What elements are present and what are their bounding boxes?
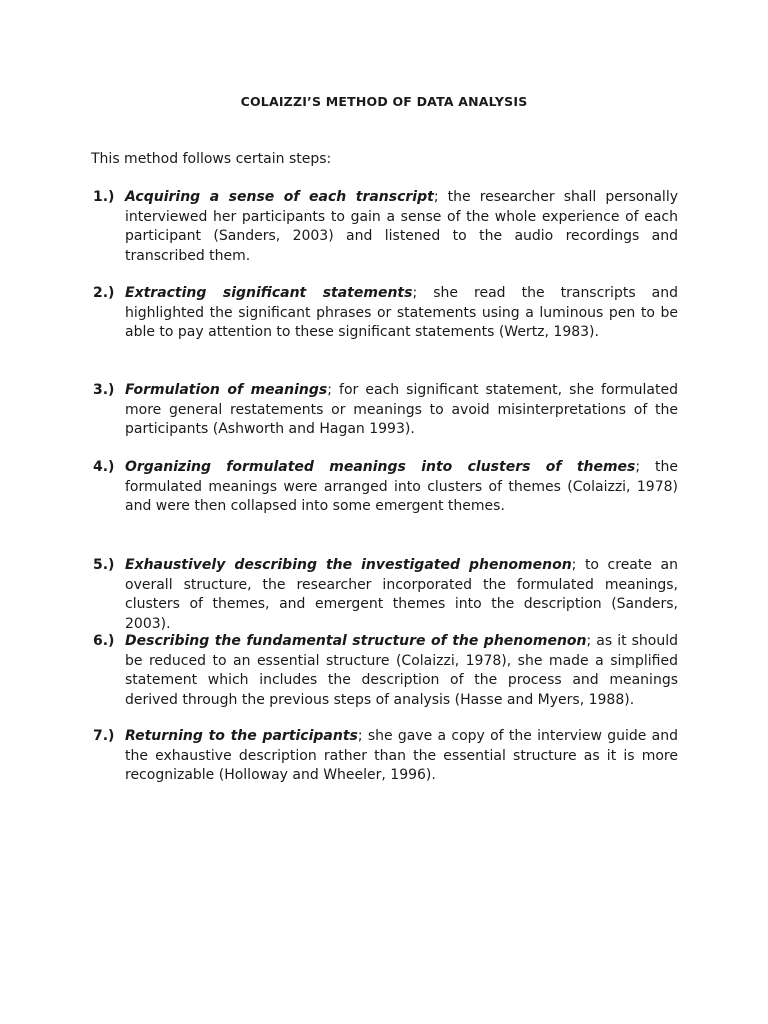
step-heading: Describing the fundamental structure of the phenomenon bbox=[125, 633, 587, 649]
step-body: ; for each significant statement, she formulated more general restatements or meanings to avoid misinterpretations of the participants (Ashworth and Hagan 1993). bbox=[125, 382, 678, 437]
step-heading: Returning to the participants bbox=[125, 728, 358, 744]
step-number: 6.) bbox=[93, 633, 115, 649]
step-body: ; to create an overall structure, the researcher incorporated the formulated meanings, clusters of themes, and emergent themes into the description (Sanders, 2003). bbox=[125, 557, 679, 632]
step-item bbox=[93, 188, 678, 266]
step-item bbox=[93, 381, 678, 440]
step-body: ; the formulated meanings were arranged into clusters of themes (Colaizzi, 1978) and were then collapsed into some emergent themes. bbox=[125, 459, 678, 514]
intro-paragraph: This method follows certain steps: bbox=[91, 151, 332, 167]
step-heading: Exhaustively describing the investigated phenomenon bbox=[125, 557, 572, 573]
step-text bbox=[125, 632, 678, 710]
document-title: COLAIZZI’S METHOD OF DATA ANALYSIS bbox=[240, 94, 528, 109]
step-heading: Extracting significant statements bbox=[125, 285, 413, 301]
step-item bbox=[93, 284, 678, 343]
step-number: 5.) bbox=[93, 557, 115, 573]
step-text bbox=[125, 188, 678, 266]
step-body: ; she read the transcripts and highlighted the significant phrases or statements using a luminous pen to be able to pay attention to these significant statements (Wertz, 1983). bbox=[125, 285, 678, 340]
step-text bbox=[125, 284, 678, 343]
step-text bbox=[125, 727, 678, 786]
step-item bbox=[93, 632, 678, 710]
step-heading: Formulation of meanings bbox=[125, 382, 328, 398]
step-heading: Organizing formulated meanings into clusters of themes bbox=[125, 459, 636, 475]
step-number: 2.) bbox=[93, 285, 115, 301]
step-text bbox=[125, 458, 678, 517]
step-number: 4.) bbox=[93, 459, 115, 475]
step-item bbox=[93, 458, 678, 517]
step-body: ; the researcher shall personally interviewed her participants to gain a sense of the whole experience of each participant (Sanders, 2003) and listened to the audio recordings and transcribed them. bbox=[125, 189, 678, 264]
step-heading: Acquiring a sense of each transcript bbox=[125, 189, 434, 205]
step-body: ; as it should be reduced to an essential structure (Colaizzi, 1978), she made a simplified statement which includes the description of the process and meanings derived through the previous steps of analysis (Hasse and Myers, 1988). bbox=[125, 633, 678, 708]
step-number: 7.) bbox=[93, 728, 115, 744]
step-text bbox=[125, 556, 678, 634]
step-number: 1.) bbox=[93, 189, 115, 205]
step-number: 3.) bbox=[93, 382, 115, 398]
step-item bbox=[93, 727, 678, 786]
step-body: ; she gave a copy of the interview guide and the exhaustive description rather than the essential structure as it is more recognizable (Holloway and Wheeler, 1996). bbox=[125, 728, 679, 783]
step-text bbox=[125, 381, 678, 440]
step-item bbox=[93, 556, 678, 634]
